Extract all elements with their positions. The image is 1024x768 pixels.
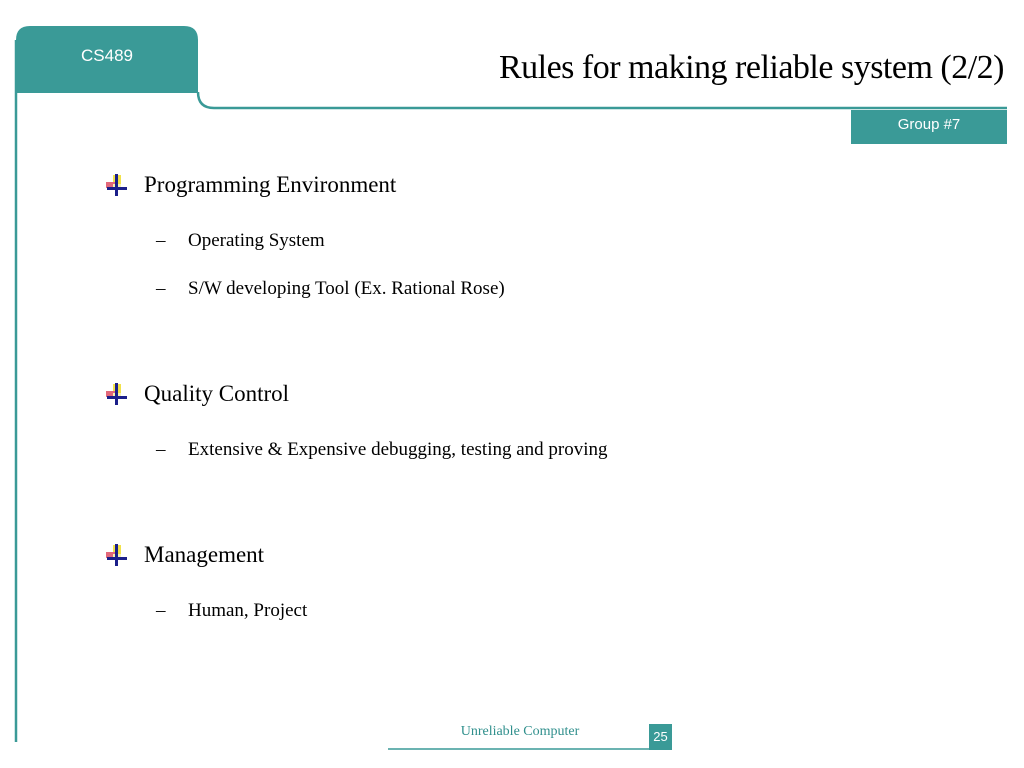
bullet-cross-icon (104, 381, 130, 407)
course-label: CS489 (81, 46, 133, 65)
sub-item (156, 278, 505, 300)
page-number: 25 (649, 724, 672, 750)
dash-marker: – (156, 439, 166, 460)
bullet-cross-icon (104, 542, 130, 568)
bullet-text: Quality Control (144, 381, 290, 406)
sub-item (156, 230, 325, 252)
sub-item-text: Human, Project (188, 600, 308, 621)
sub-item (156, 439, 608, 461)
group-badge: Group #7 (851, 110, 1007, 144)
bullet-item (104, 542, 264, 568)
dash-marker: – (156, 278, 166, 299)
sub-item-text: Extensive & Expensive debugging, testing and proving (188, 439, 608, 460)
bullet-cross-icon (104, 172, 130, 198)
bullet-item (104, 172, 396, 198)
page-title: Rules for making reliable system (2/2) (498, 49, 1004, 86)
dash-marker: – (156, 230, 166, 251)
sub-item (156, 600, 307, 622)
footer-label: Unreliable Computer (460, 724, 580, 739)
sub-item-text: Operating System (188, 230, 325, 251)
bullet-item (104, 381, 289, 407)
dash-marker: – (156, 600, 166, 621)
bullet-text: Management (144, 542, 265, 567)
bullet-text: Programming Environment (144, 172, 397, 197)
sub-item-text: S/W developing Tool (Ex. Rational Rose) (188, 278, 505, 299)
